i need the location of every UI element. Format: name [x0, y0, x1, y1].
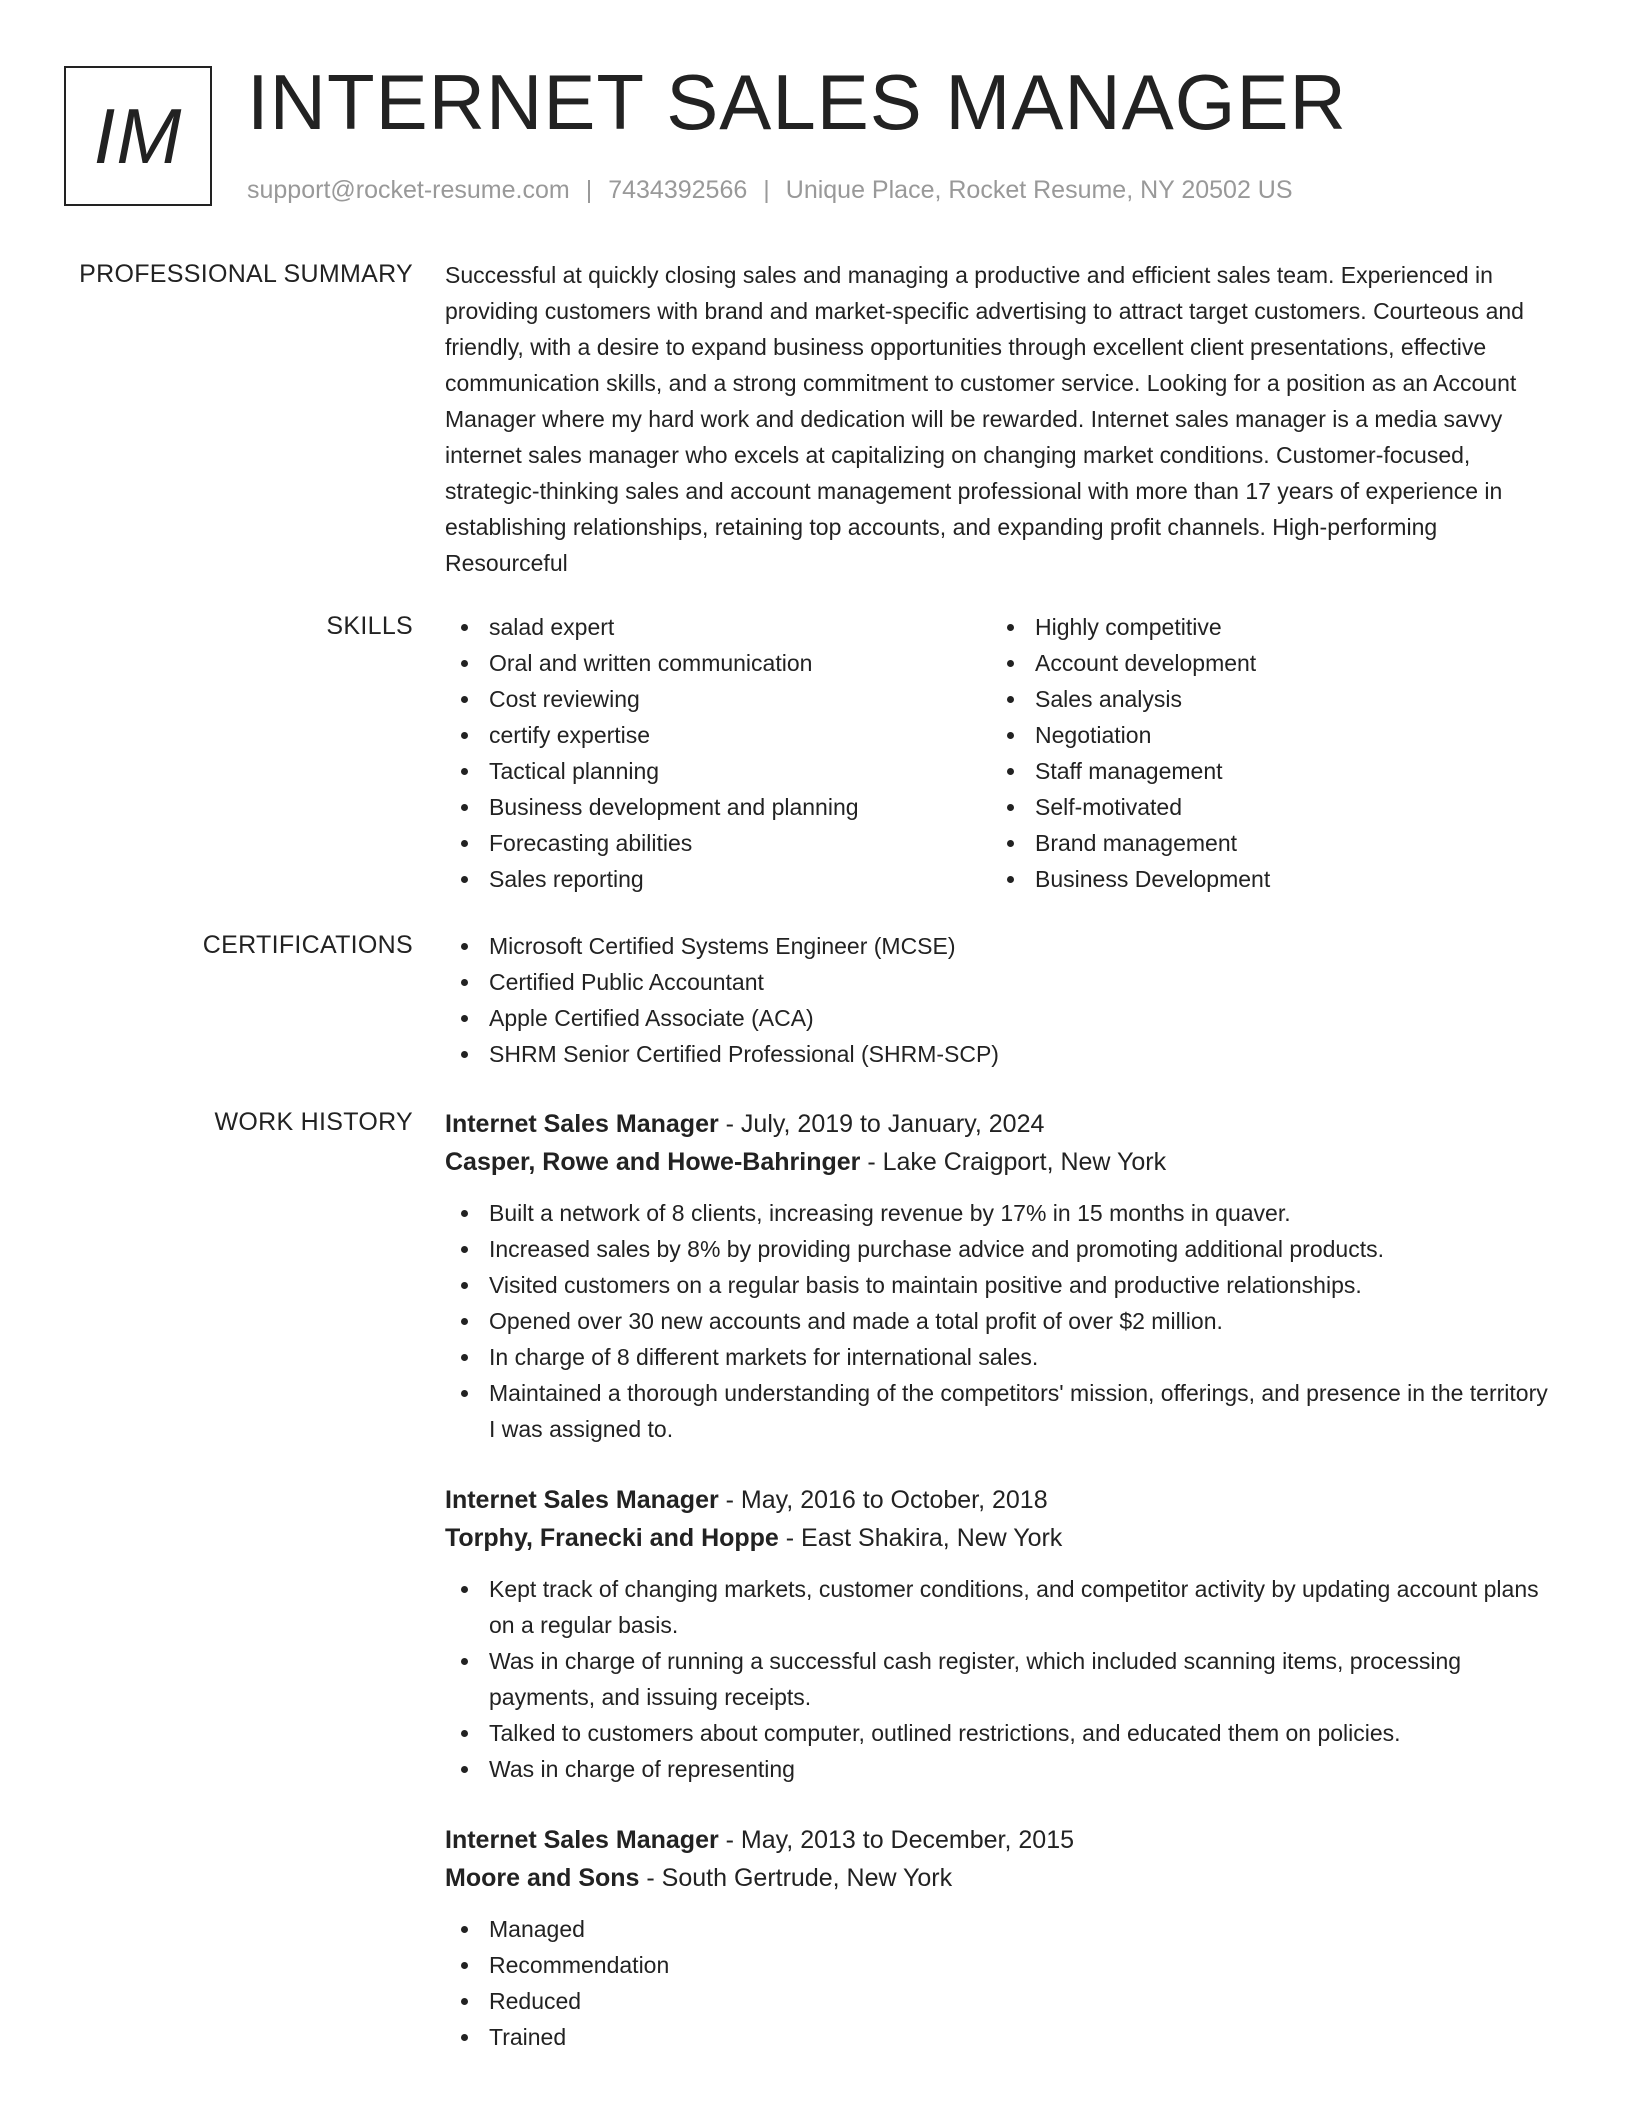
job-location: - Lake Craigport, New York: [860, 1148, 1167, 1176]
contact-separator: |: [763, 176, 770, 204]
job-company: Casper, Rowe and Howe-Bahringer: [445, 1148, 861, 1176]
list-item: Built a network of 8 clients, increasing revenue by 17% in 15 months in quaver.: [445, 1195, 1555, 1231]
list-item: Forecasting abilities: [445, 825, 991, 861]
job-company-line: [445, 1519, 1555, 1557]
job-title: Internet Sales Manager: [445, 1826, 719, 1854]
certifications-list: [445, 928, 1555, 1072]
list-item: Was in charge of running a successful cash register, which included scanning items, processing payments, and issuing receipts.: [445, 1643, 1555, 1715]
list-item: Visited customers on a regular basis to maintain positive and productive relationships.: [445, 1267, 1555, 1303]
job-title: Internet Sales Manager: [445, 1486, 719, 1514]
summary-text: Successful at quickly closing sales and managing a productive and efficient sales team. Experienced in providing customers with brand and market-specific advertising to attract target customers. Courteous and friendly, with a desire to expand business opportunities through excellent client presentations, effective communication skills, and a strong commitment to customer service. Looking for a position as an Account Manager where my hard work and dedication will be rewarded. Internet sales manager is a media savvy internet sales manager who excels at capitalizing on changing market conditions. Customer-focused, strategic-thinking sales and account management professional with more than 17 years of experience in establishing relationships, retaining top accounts, and expanding profit channels. High-performing Resourceful: [445, 262, 1524, 576]
section-label-certifications: CERTIFICATIONS: [202, 931, 413, 959]
job-title-line: [445, 1821, 1555, 1859]
list-item: Maintained a thorough understanding of the competitors' mission, offerings, and presence in the territory I was assigned to.: [445, 1375, 1555, 1447]
list-item: Sales analysis: [991, 681, 1537, 717]
job-title: Internet Sales Manager: [445, 1110, 719, 1138]
list-item: In charge of 8 different markets for international sales.: [445, 1339, 1555, 1375]
job-title-line: [445, 1105, 1555, 1143]
skills-columns: [445, 609, 1555, 897]
job-entry: [445, 1105, 1555, 1447]
job-entry: [445, 1481, 1555, 1787]
job-dates: - July, 2019 to January, 2024: [718, 1110, 1045, 1138]
list-item: Cost reviewing: [445, 681, 991, 717]
job-bullets: [445, 1195, 1555, 1447]
job-company: Moore and Sons: [445, 1864, 640, 1892]
list-item: Business Development: [991, 861, 1537, 897]
job-company-line: [445, 1859, 1555, 1897]
monogram-badge: IM: [64, 66, 212, 206]
contact-phone[interactable]: 7434392566: [608, 176, 748, 204]
job-dates: - May, 2013 to December, 2015: [718, 1826, 1075, 1854]
contact-email[interactable]: support@rocket-resume.com: [247, 176, 570, 204]
list-item: Tactical planning: [445, 753, 991, 789]
list-item: Reduced: [445, 1983, 1555, 2019]
job-title-line: [445, 1481, 1555, 1519]
job-location: - East Shakira, New York: [778, 1524, 1063, 1552]
list-item: Talked to customers about computer, outlined restrictions, and educated them on policies.: [445, 1715, 1555, 1751]
list-item: Microsoft Certified Systems Engineer (MCSE): [445, 928, 1555, 964]
list-item: Brand management: [991, 825, 1537, 861]
page-title: INTERNET SALES MANAGER: [247, 58, 1347, 146]
list-item: Apple Certified Associate (ACA): [445, 1000, 1555, 1036]
job-bullets: [445, 1571, 1555, 1787]
list-item: Highly competitive: [991, 609, 1537, 645]
job-dates: - May, 2016 to October, 2018: [718, 1486, 1048, 1514]
list-item: Kept track of changing markets, customer conditions, and competitor activity by updating account plans on a regular basis.: [445, 1571, 1555, 1643]
list-item: Negotiation: [991, 717, 1537, 753]
job-entry: [445, 1821, 1555, 2055]
contact-separator: |: [585, 176, 593, 204]
list-item: Opened over 30 new accounts and made a total profit of over $2 million.: [445, 1303, 1555, 1339]
list-item: Increased sales by 8% by providing purchase advice and promoting additional products.: [445, 1231, 1555, 1267]
list-item: Recommendation: [445, 1947, 1555, 1983]
skills-list-right: [991, 609, 1537, 897]
list-item: Staff management: [991, 753, 1537, 789]
job-location: - South Gertrude, New York: [639, 1864, 953, 1892]
list-item: Self-motivated: [991, 789, 1537, 825]
list-item: Managed: [445, 1911, 1555, 1947]
list-item: salad expert: [445, 609, 991, 645]
list-item: SHRM Senior Certified Professional (SHRM-SCP): [445, 1036, 1555, 1072]
skills-list-left: [445, 609, 991, 897]
job-bullets: [445, 1911, 1555, 2055]
list-item: Certified Public Accountant: [445, 964, 1555, 1000]
list-item: certify expertise: [445, 717, 991, 753]
list-item: Sales reporting: [445, 861, 991, 897]
section-label-summary: PROFESSIONAL SUMMARY: [79, 260, 413, 288]
list-item: Trained: [445, 2019, 1555, 2055]
section-label-skills: SKILLS: [326, 612, 413, 640]
job-company-line: [445, 1143, 1555, 1181]
certifications-body: [445, 928, 1555, 1072]
work-history-body: [445, 1105, 1555, 2089]
list-item: Business development and planning: [445, 789, 991, 825]
job-company: Torphy, Franecki and Hoppe: [445, 1524, 779, 1552]
section-label-work-history: WORK HISTORY: [214, 1108, 413, 1136]
list-item: Was in charge of representing: [445, 1751, 1555, 1787]
contact-address: Unique Place, Rocket Resume, NY 20502 US: [785, 176, 1293, 204]
list-item: Oral and written communication: [445, 645, 991, 681]
contact-line: [247, 174, 1293, 206]
list-item: Account development: [991, 645, 1537, 681]
